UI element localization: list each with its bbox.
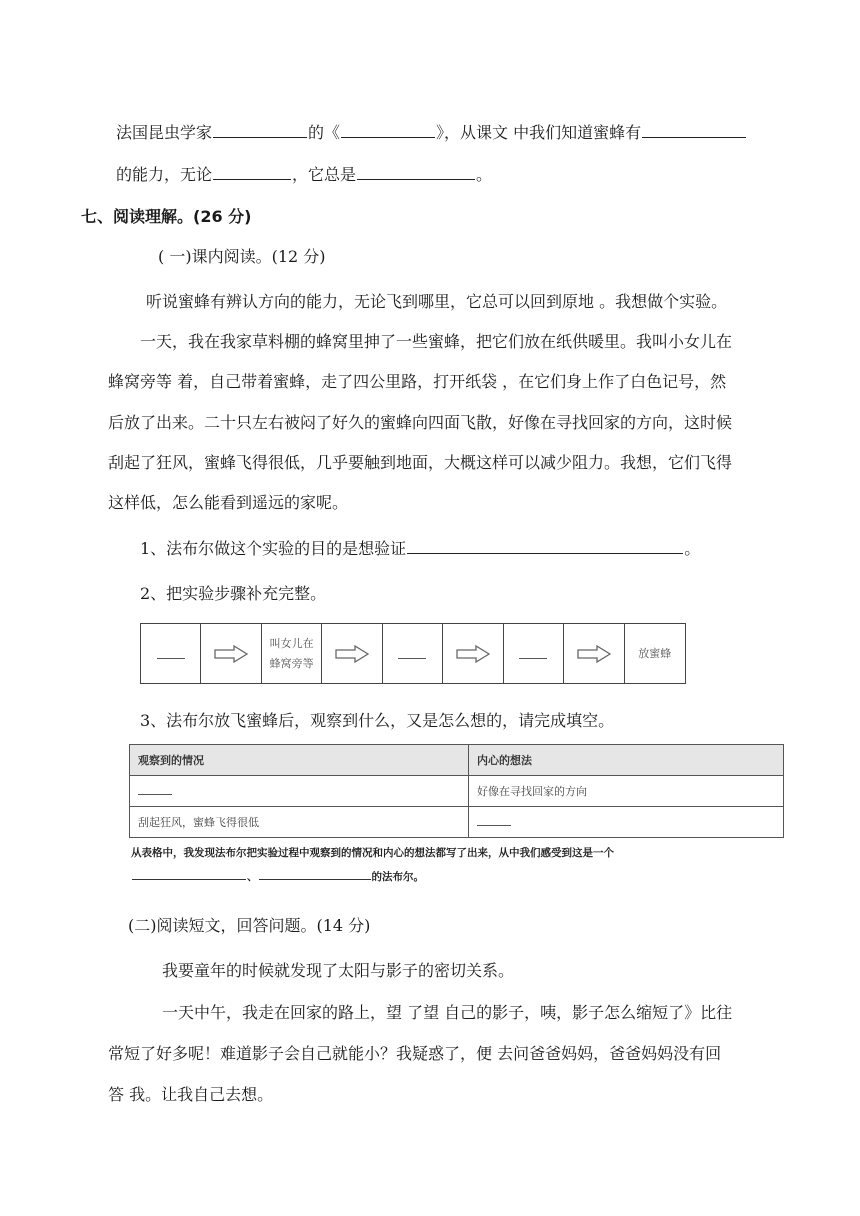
answer-blank[interactable] [407, 537, 683, 554]
answer-blank[interactable] [132, 868, 246, 880]
step-blank[interactable] [141, 624, 201, 683]
part-1-title: ( 一)课内阅读。(12 分) [158, 247, 326, 266]
fill-text: 法国昆虫学家 [116, 123, 213, 142]
table-header-observed: 观察到的情况 [130, 745, 469, 776]
passage-line: 后放了出来。二十只左右被闷了好久的蜜蜂向四面飞散，好像在寻找回家的方向，这时候 [108, 413, 733, 432]
answer-blank[interactable] [341, 121, 435, 138]
passage-line: 一天，我在我家草料棚的蜂窝里抻了一些蜜蜂，把它们放在纸供暖里。我叫小女儿在 [140, 332, 733, 351]
section-7-title: 七、阅读理解。(26 分) [81, 207, 252, 226]
passage-line: 这样低，怎么能看到遥远的家呢。 [108, 493, 349, 512]
table-row [130, 807, 784, 838]
question-2: 2、把实验步骤补充完整。 [140, 584, 327, 603]
question-3: 3、法布尔放飞蜜蜂后，观察到什么，又是怎么想的，请完成填空。 [140, 711, 615, 730]
passage-line: 我要童年的时候就发现了太阳与影子的密切关系。 [162, 961, 515, 980]
fill-text: 的能力，无论 [116, 165, 213, 184]
question-text: 。 [684, 539, 701, 558]
table-row [130, 776, 784, 807]
question-text: 1、法布尔做这个实验的目的是想验证 [140, 539, 407, 558]
passage-line: 一天中午，我走在回家的路上，望 了望 自己的影子，咦，影子怎么缩短了》比往 [162, 1003, 733, 1022]
experiment-steps-flow [140, 623, 686, 684]
arrow-right-icon [443, 624, 503, 683]
step-text: 蜂窝旁等 [269, 656, 314, 670]
question-1 [140, 537, 700, 561]
fill-line-1 [116, 121, 747, 145]
arrow-right-icon [201, 624, 261, 683]
fill-text: 》，从课文 中我们知道蜜蜂有 [436, 123, 642, 142]
passage-line: 常短了好多呢！难道影子会自己就能小？我疑惑了，便 去问爸爸妈妈，爸爸妈妈没有回 [108, 1044, 722, 1063]
table-note-line-2 [131, 868, 424, 885]
table-cell: 刮起狂风，蜜蜂飞得很低 [130, 807, 469, 838]
answer-blank[interactable] [213, 163, 291, 180]
arrow-right-icon [322, 624, 382, 683]
passage-line: 蜂窝旁等 着，自己带着蜜蜂，走了四公里路，打开纸袋 ，在它们身上作了白色记号，然 [108, 372, 727, 391]
passage-line: 听说蜜蜂有辨认方向的能力，无论飞到哪里，它总可以回到原地 。我想做个实验。 [146, 292, 728, 311]
arrow-right-icon [564, 624, 624, 683]
table-row [130, 745, 784, 776]
table-cell-blank[interactable] [469, 807, 784, 838]
passage-line: 答 我。让我自己去想。 [108, 1085, 274, 1104]
fill-text: 。 [476, 165, 493, 184]
table-cell-blank[interactable] [130, 776, 469, 807]
answer-blank[interactable] [213, 121, 307, 138]
step-text: 叫女儿在 [269, 636, 314, 650]
fill-text: ，它总是 [292, 165, 357, 184]
table-cell: 好像在寻找回家的方向 [469, 776, 784, 807]
step-release-label: 放蜜蜂 [638, 646, 672, 660]
step-blank[interactable] [504, 624, 564, 683]
passage-line: 刮起了狂风，蜜蜂飞得很低，几乎要触到地面，大概这样可以减少阻力。我想，它们飞得 [108, 453, 733, 472]
answer-blank[interactable] [259, 868, 371, 880]
fill-line-2 [116, 163, 492, 187]
fill-text: 的《 [308, 123, 341, 142]
answer-blank[interactable] [642, 121, 746, 138]
table-header-thought: 内心的想法 [469, 745, 784, 776]
answer-blank[interactable] [357, 163, 475, 180]
table-note-line-1: 从表格中，我发现法布尔把实验过程中观察到的情况和内心的想法都写了出来，从中我们感受到这是一个 [131, 847, 614, 859]
step-wait-label [262, 624, 322, 683]
step-blank[interactable] [383, 624, 443, 683]
part-2-title: (二)阅读短文，回答问题。(14 分) [128, 916, 371, 935]
observation-table [129, 744, 784, 838]
note-text: 、 [247, 871, 258, 883]
note-text: 的法布尔。 [371, 871, 424, 883]
